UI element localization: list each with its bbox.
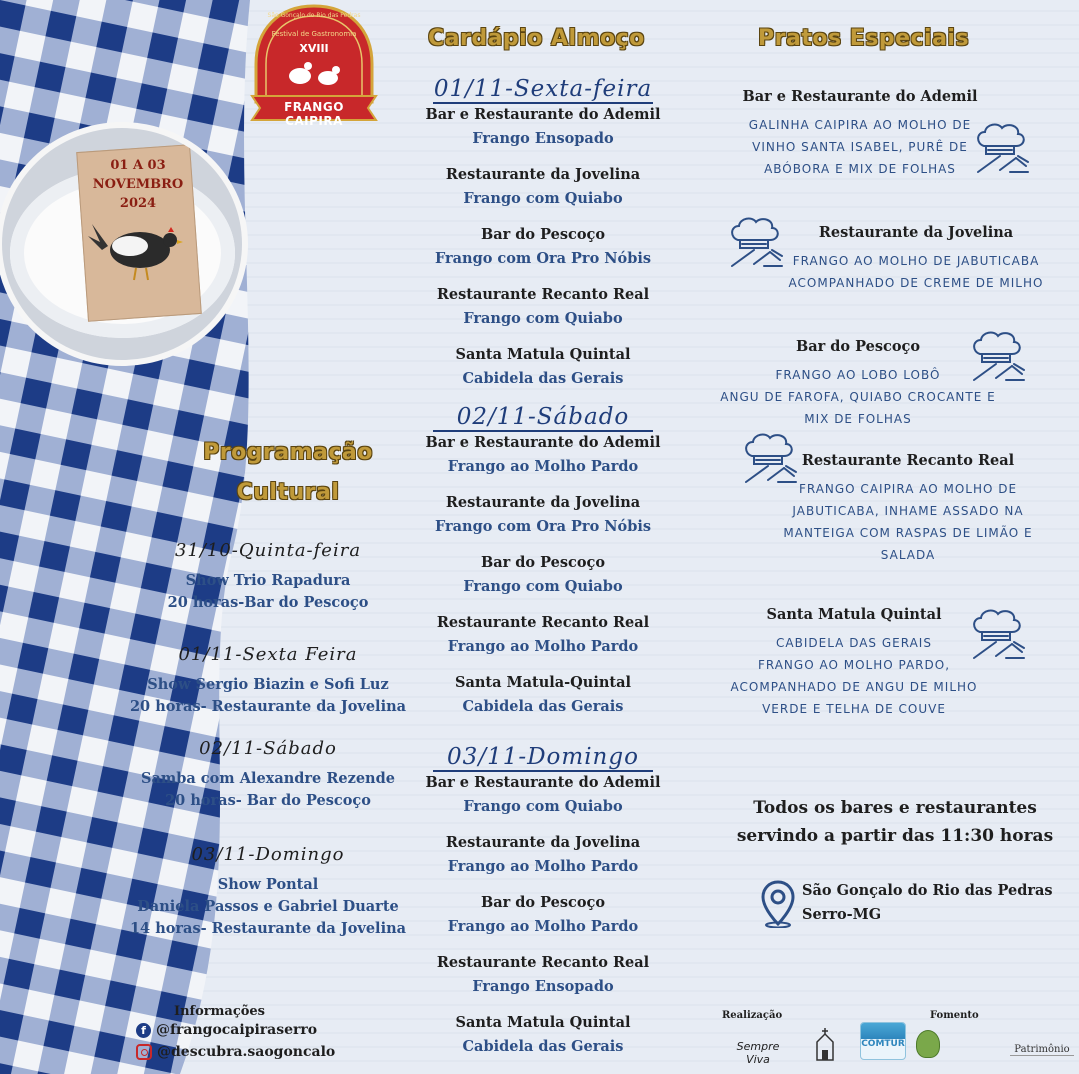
facebook-handle: @frangocaipiraserro	[156, 1022, 318, 1038]
rooster-illustration	[88, 216, 184, 282]
notice-line1: Todos os bares e restaurantes	[753, 798, 1037, 818]
special-description-line: FRANGO CAIPIRA AO MOLHO DE	[798, 482, 1018, 496]
menu-dish-name: Frango com Ora Pro Nóbis	[434, 250, 652, 267]
special-description-line: CABIDELA DAS GERAIS	[776, 636, 932, 650]
sempre-viva-logo: Sempre Viva	[736, 1040, 780, 1066]
special-description-line: GALINHA CAIPIRA AO MOLHO DE	[748, 118, 972, 132]
special-description-line: FRANGO AO MOLHO DE JABUTICABA	[792, 254, 1040, 268]
cultural-event-line: 14 horas- Restaurante da Jovelina	[129, 920, 407, 937]
fomento-label: Fomento	[930, 1010, 979, 1021]
comtur-label: COMTUR	[861, 1039, 905, 1049]
menu-restaurant-name: Restaurante da Jovelina	[445, 494, 641, 511]
menu-restaurant-name: Santa Matula-Quintal	[455, 674, 631, 691]
location-pin-icon	[760, 880, 796, 928]
special-restaurant-name: Restaurante Recanto Real	[801, 452, 1015, 469]
menu-dish-name: Frango ao Molho Pardo	[447, 458, 639, 475]
logo-edition: XVIII	[299, 42, 329, 55]
menu-restaurant-name: Bar do Pescoço	[480, 226, 606, 243]
menu-restaurant-name: Bar do Pescoço	[480, 894, 606, 911]
menu-restaurant-name: Bar e Restaurante do Ademil	[425, 434, 661, 451]
instagram-icon	[136, 1044, 152, 1060]
menu-dish-name: Frango com Quiabo	[463, 798, 623, 815]
festival-logo	[250, 4, 378, 132]
menu-dish-name: Cabidela das Gerais	[462, 698, 624, 715]
location-line1: São Gonçalo do Rio das Pedras	[802, 882, 1053, 899]
cultural-event-line: Show Sergio Biazin e Sofi Luz	[147, 676, 389, 693]
cultural-event-line: Show Trio Rapadura	[185, 572, 351, 589]
menu-dish-name: Frango com Quiabo	[463, 310, 623, 327]
chef-hat-icon	[966, 328, 1028, 386]
special-restaurant-name: Bar do Pescoço	[795, 338, 921, 355]
menu-dish-name: Cabidela das Gerais	[462, 1038, 624, 1055]
info-block	[136, 1004, 366, 1060]
facebook-icon: f	[136, 1023, 151, 1038]
menu-restaurant-name: Restaurante da Jovelina	[445, 166, 641, 183]
cultural-title-line1: Programação	[203, 440, 373, 465]
menu-title: Cardápio Almoço	[428, 26, 645, 51]
cultural-event-line: 20 horas- Restaurante da Jovelina	[129, 698, 407, 715]
facebook-row[interactable]	[136, 1022, 366, 1038]
special-description-line: ANGU DE FAROFA, QUIABO CROCANTE E	[720, 390, 996, 404]
menu-dish-name: Frango ao Molho Pardo	[447, 638, 639, 655]
special-description-line: VINHO SANTA ISABEL, PURÊ DE	[752, 140, 968, 154]
cultural-event-line: Samba com Alexandre Rezende	[141, 770, 395, 787]
special-restaurant-name: Santa Matula Quintal	[766, 606, 942, 623]
chef-hat-icon	[738, 430, 800, 488]
special-description-line: FRANGO AO LOBO LOBÔ	[775, 368, 941, 382]
special-description-line: ABÓBORA E MIX DE FOLHAS	[764, 162, 956, 176]
cultural-title-line2: Cultural	[236, 480, 340, 505]
menu-dish-name: Frango com Ora Pro Nóbis	[434, 518, 652, 535]
special-description-line: VERDE E TELHA DE COUVE	[762, 702, 946, 716]
special-description-line: MANTEIGA COM RASPAS DE LIMÃO E	[783, 526, 1033, 540]
notice-line2: servindo a partir das 11:30 horas	[736, 826, 1054, 846]
menu-restaurant-name: Bar do Pescoço	[480, 554, 606, 571]
comtur-logo	[860, 1022, 906, 1060]
menu-restaurant-name: Santa Matula Quintal	[455, 1014, 631, 1031]
special-description-line: MIX DE FOLHAS	[804, 412, 912, 426]
menu-dish-name: Frango ao Molho Pardo	[447, 918, 639, 935]
menu-restaurant-name: Restaurante Recanto Real	[436, 614, 650, 631]
patrimonio-logo: Patrimônio	[1010, 1044, 1074, 1056]
special-restaurant-name: Restaurante da Jovelina	[818, 224, 1014, 241]
special-restaurant-name: Bar e Restaurante do Ademil	[742, 88, 978, 105]
special-description-line: ACOMPANHADO DE CREME DE MILHO	[788, 276, 1044, 290]
chef-hat-icon	[970, 120, 1032, 178]
menu-dish-name: Frango Ensopado	[472, 130, 614, 147]
cultural-event-day: 01/11-Sexta Feira	[178, 644, 358, 665]
cultural-event-line: Show Pontal	[217, 876, 319, 893]
menu-day-heading: 03/11-Domingo	[433, 744, 653, 772]
menu-dish-name: Cabidela das Gerais	[462, 370, 624, 387]
menu-restaurant-name: Bar e Restaurante do Ademil	[425, 774, 661, 791]
location-line2: Serro-MG	[802, 906, 882, 923]
special-description-line: FRANGO AO MOLHO PARDO,	[757, 658, 951, 672]
special-description-line: ACOMPANHADO DE ANGU DE MILHO	[730, 680, 978, 694]
cultural-event-day: 31/10-Quinta-feira	[174, 540, 362, 561]
menu-dish-name: Frango ao Molho Pardo	[447, 858, 639, 875]
cultural-event-day: 03/11-Domingo	[191, 844, 345, 865]
logo-arc-text: São Gonçalo do Rio das Pedras	[267, 12, 361, 19]
menu-restaurant-name: Restaurante Recanto Real	[436, 954, 650, 971]
chef-hat-icon	[724, 214, 786, 272]
cultural-event-day: 02/11-Sábado	[199, 738, 337, 759]
plate-photo	[2, 128, 242, 360]
municipal-seal-logo	[916, 1030, 940, 1058]
date-badge-line2: NOVEMBRO	[92, 177, 184, 192]
specials-title: Pratos Especiais	[758, 26, 970, 51]
menu-restaurant-name: Restaurante Recanto Real	[436, 286, 650, 303]
menu-dish-name: Frango com Quiabo	[463, 190, 623, 207]
menu-dish-name: Frango com Quiabo	[463, 578, 623, 595]
cultural-event-line: Daniela Passos e Gabriel Duarte	[137, 898, 399, 915]
special-description-line: SALADA	[880, 548, 936, 562]
date-badge-line3: 2024	[119, 196, 157, 211]
instagram-row[interactable]	[136, 1044, 366, 1060]
logo-festival-text: Festival de Gastronomia	[271, 30, 357, 38]
chef-hat-icon	[966, 606, 1028, 664]
menu-day-heading: 01/11-Sexta-feira	[433, 76, 653, 102]
cultural-event-line: 20 horas- Bar do Pescoço	[165, 792, 371, 809]
menu-dish-name: Frango Ensopado	[472, 978, 614, 995]
realizacao-label: Realização	[722, 1010, 783, 1021]
date-badge-line1: 01 A 03	[110, 158, 166, 173]
menu-day-heading: 02/11-Sábado	[433, 404, 653, 432]
info-title: Informações	[174, 1004, 265, 1019]
instagram-handle: @descubra.saogoncalo	[157, 1044, 336, 1060]
church-logo	[812, 1026, 838, 1062]
menu-restaurant-name: Bar e Restaurante do Ademil	[425, 106, 661, 123]
menu-restaurant-name: Santa Matula Quintal	[455, 346, 631, 363]
special-description-line: JABUTICABA, INHAME ASSADO NA	[792, 504, 1024, 518]
cultural-event-line: 20 horas-Bar do Pescoço	[167, 594, 369, 611]
menu-restaurant-name: Restaurante da Jovelina	[445, 834, 641, 851]
logo-banner: FRANGO CAIPIRA	[284, 100, 344, 128]
